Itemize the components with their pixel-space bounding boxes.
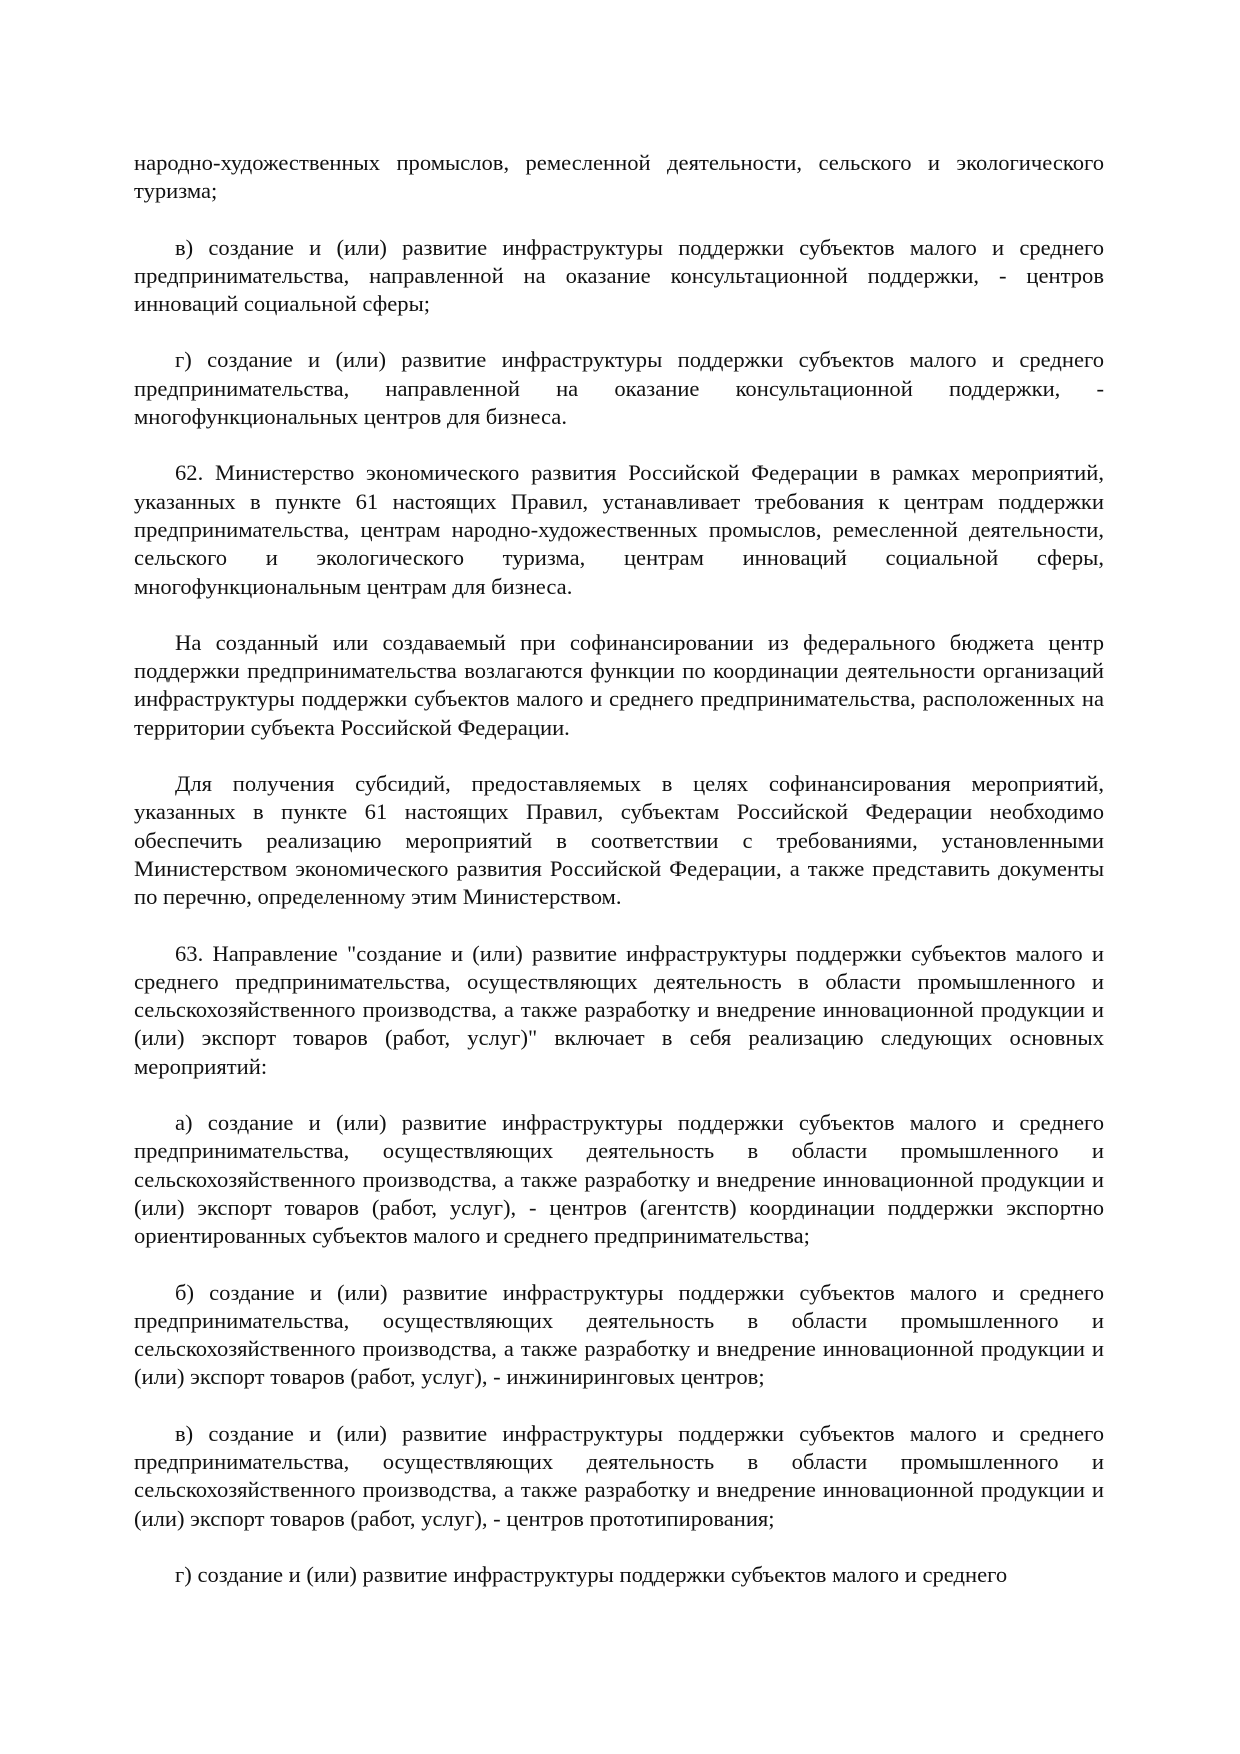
paragraph-item-b-engineering-centers: б) создание и (или) развитие инфраструктуры поддержки субъектов малого и среднего предпринимательства, осуществляющих деятельность в области промышленного и сельскохозяйственного производства, а также разработку и внедрение инновационной продукции и (или) экспорт товаров (работ, услуг), - инжиниринговых центров;: [134, 1279, 1104, 1390]
paragraph-clause-62: 62. Министерство экономического развития Российской Федерации в рамках мероприятий, указанных в пункте 61 настоящих Правил, устанавливает требования к центрам поддержки предпринимательства, центрам народно-художественных промыслов, ремесленной деятельности, сельского и экологического туризма, центрам инноваций социальной сферы, многофункциональным центрам для бизнеса.: [134, 460, 1104, 599]
paragraph-continuation: народно-художественных промыслов, ремесленной деятельности, сельского и экологического туризма;: [134, 150, 1104, 204]
paragraph-item-v-prototyping-centers: в) создание и (или) развитие инфраструктуры поддержки субъектов малого и среднего предпринимательства, осуществляющих деятельность в области промышленного и сельскохозяйственного производства, а также разработку и внедрение инновационной продукции и (или) экспорт товаров (работ, услуг), - центров прототипирования;: [134, 1420, 1104, 1531]
paragraph-item-g-business-centers: г) создание и (или) развитие инфраструктуры поддержки субъектов малого и среднего предпринимательства, направленной на оказание консультационной поддержки, - многофункциональных центров для бизнеса.: [134, 347, 1104, 430]
paragraph-item-v-social-innovation: в) создание и (или) развитие инфраструктуры поддержки субъектов малого и среднего предпринимательства, направленной на оказание консультационной поддержки, - центров инноваций социальной сферы;: [134, 234, 1104, 317]
paragraph-subsidy-requirements: Для получения субсидий, предоставляемых в целях софинансирования мероприятий, указанных в пункте 61 настоящих Правил, субъектам Российской Федерации необходимо обеспечить реализацию мероприятий в соответствии с требованиями, установленными Министерством экономического развития Российской Федерации, а также представить документы по перечню, определенному этим Министерством.: [134, 771, 1104, 910]
paragraph-item-a-export-centers: а) создание и (или) развитие инфраструктуры поддержки субъектов малого и среднего предпринимательства, осуществляющих деятельность в области промышленного и сельскохозяйственного производства, а также разработку и внедрение инновационной продукции и (или) экспорт товаров (работ, услуг), - центров (агентств) координации поддержки экспортно ориентированных субъектов малого и среднего предпринимательства;: [134, 1110, 1104, 1249]
paragraph-coordination-functions: На созданный или создаваемый при софинансировании из федерального бюджета центр поддержки предпринимательства возлагаются функции по координации деятельности организаций инфраструктуры поддержки субъектов малого и среднего предпринимательства, расположенных на территории субъекта Российской Федерации.: [134, 629, 1104, 740]
paragraph-clause-63: 63. Направление "создание и (или) развитие инфраструктуры поддержки субъектов малого и среднего предпринимательства, осуществляющих деятельность в области промышленного и сельскохозяйственного производства, а также разработку и внедрение инновационной продукции и (или) экспорт товаров (работ, услуг)" включает в себя реализацию следующих основных мероприятий:: [134, 940, 1104, 1079]
document-page: [134, 149, 1104, 1589]
paragraph-item-g-continued: г) создание и (или) развитие инфраструктуры поддержки субъектов малого и среднего: [175, 1561, 1008, 1587]
